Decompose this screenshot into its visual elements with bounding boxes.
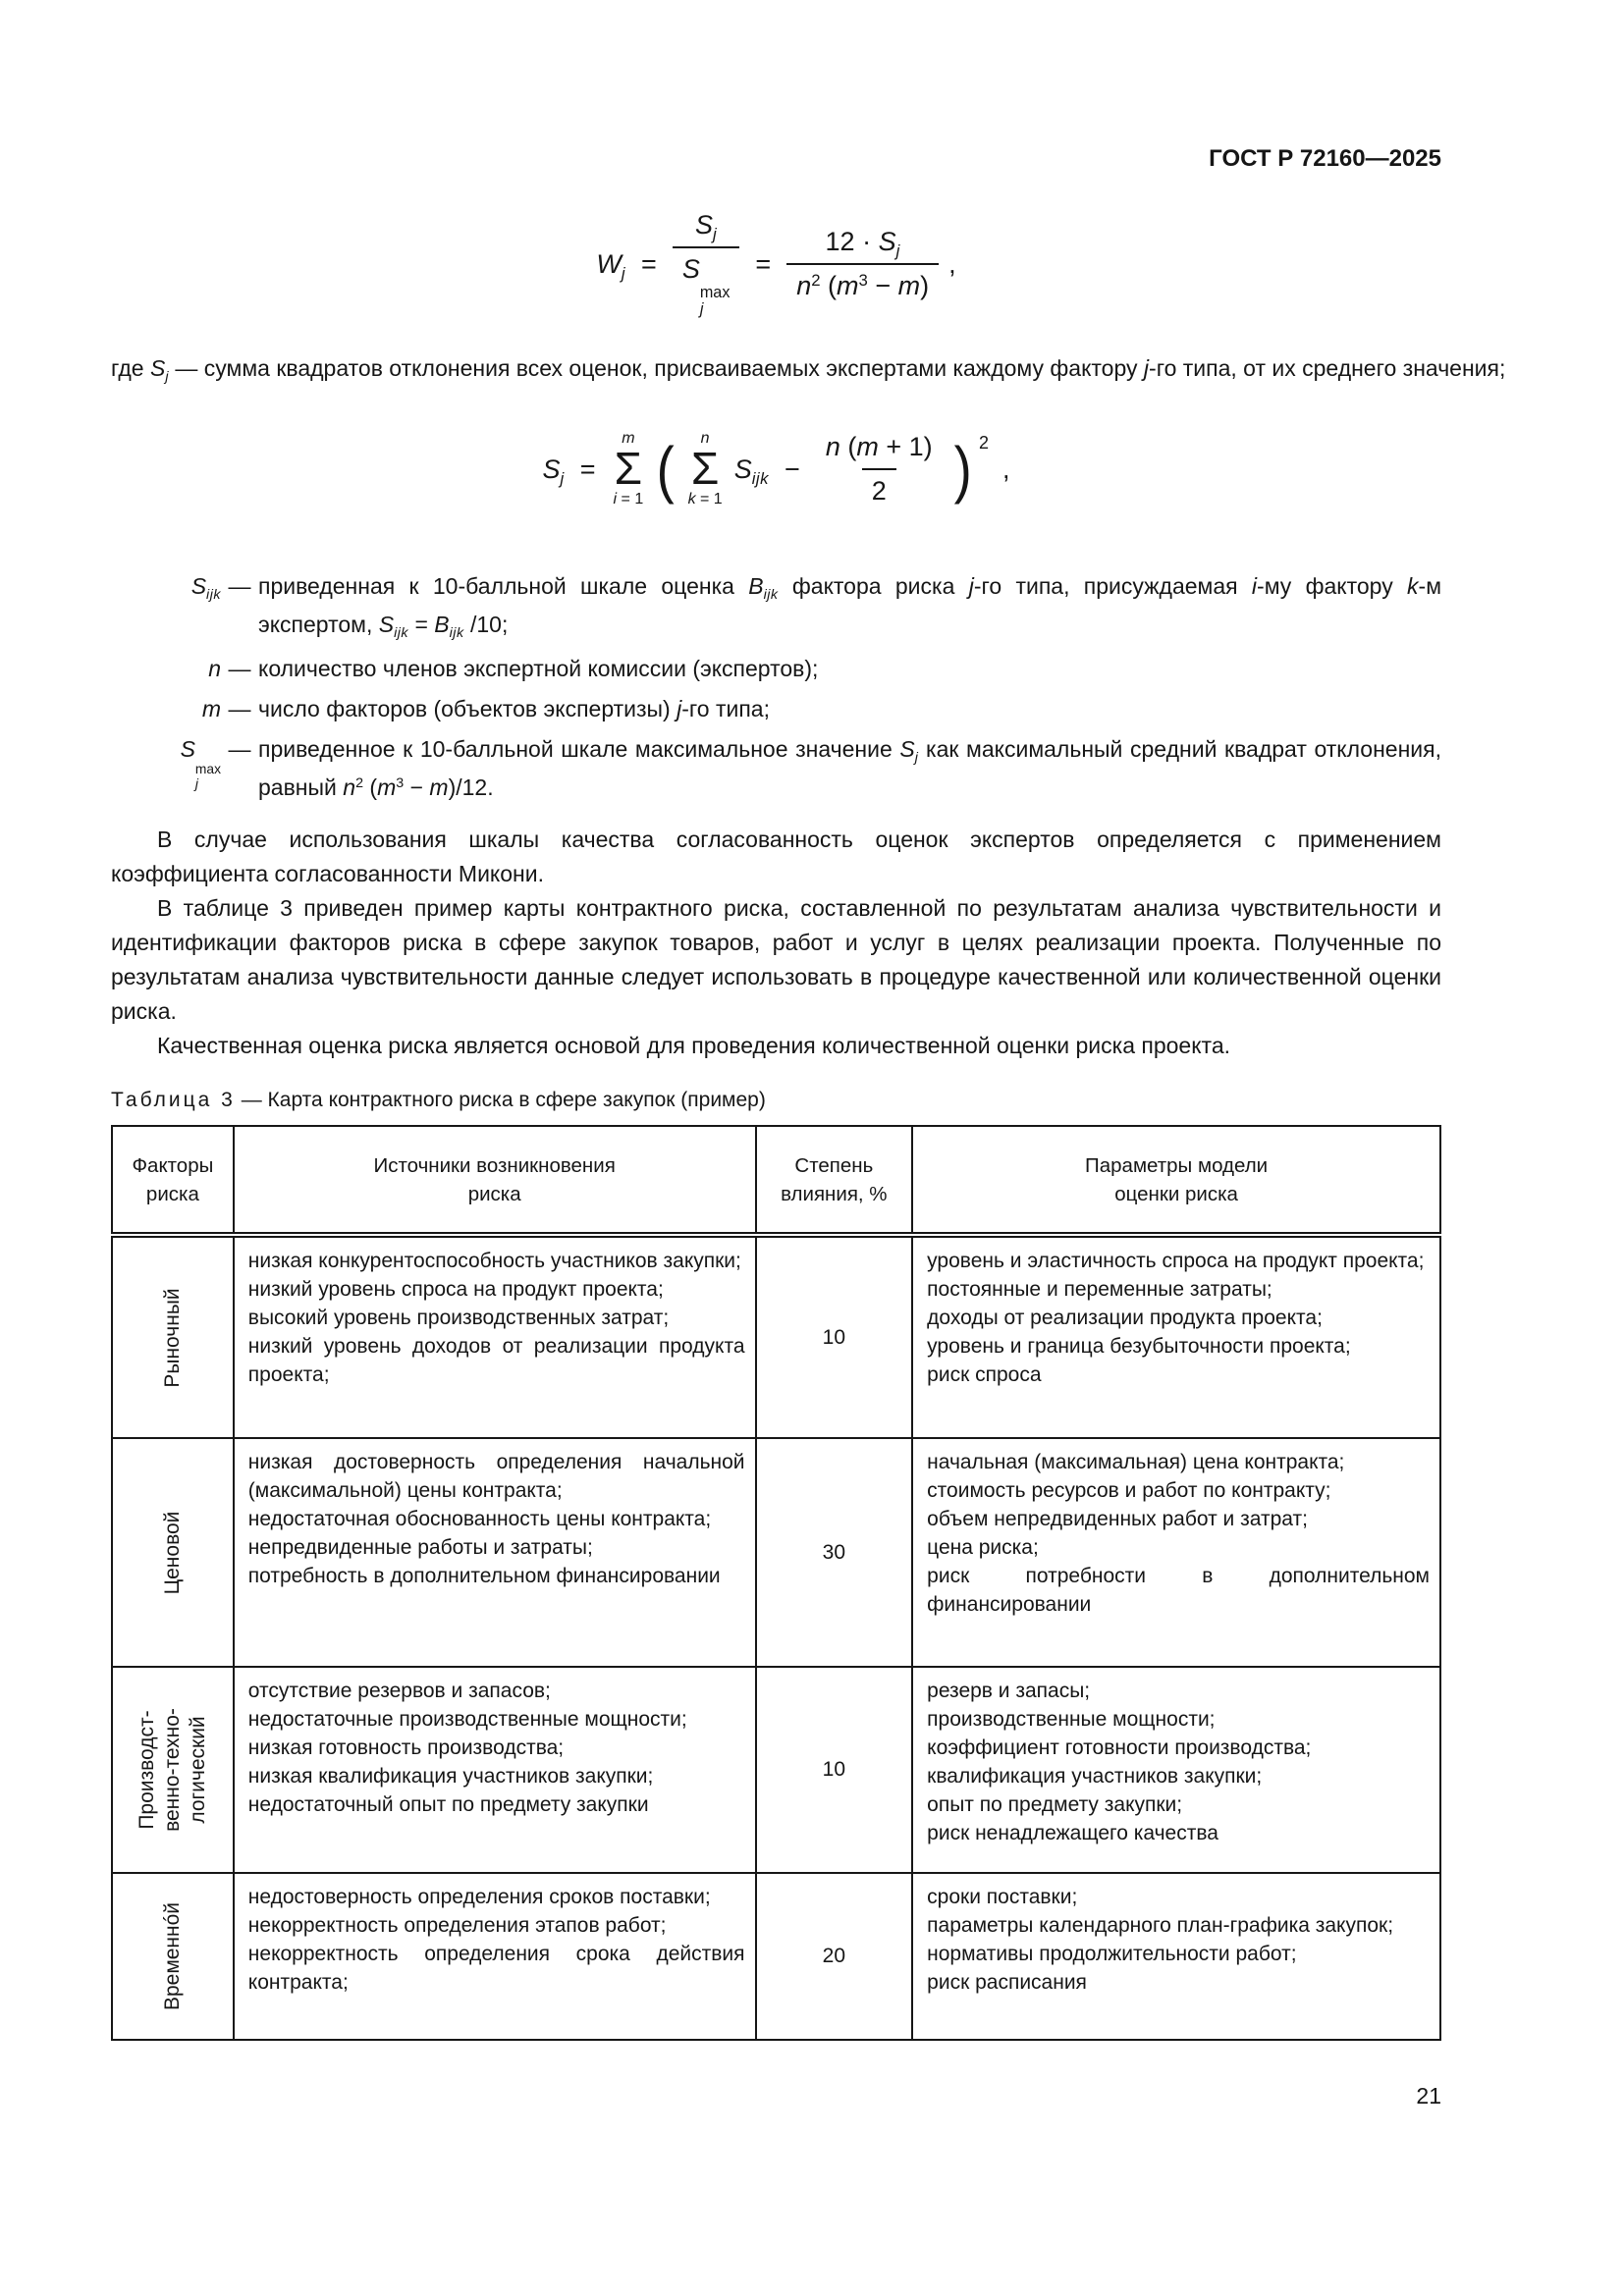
body-paragraph: Качественная оценка риска является основой для проведения количественной оценки риска проекта. — [157, 1033, 1231, 1058]
standard-code-header: ГОСТ Р 72160—2025 — [1209, 145, 1441, 172]
equals-sign: = — [579, 454, 596, 484]
lower-content — [111, 823, 1441, 2041]
table-row-production — [112, 1667, 1440, 1873]
comma: , — [948, 248, 956, 279]
power-exponent: 2 — [978, 432, 989, 453]
header-cell-factors: Факторы риска — [112, 1126, 234, 1235]
factor-cell: Ценовой — [112, 1438, 234, 1667]
page-number: 21 — [1416, 2083, 1441, 2109]
sigma-icon: Σ — [614, 443, 643, 495]
definitions-list — [111, 569, 1441, 815]
sum-argument: $S_{ijk}$ — [733, 454, 770, 489]
sources-cell: недостоверность определения сроков поставки; некорректность определения этапов работ; некорректность определения срока действия контракта; — [234, 1873, 756, 2040]
params-cell: сроки поставки; параметры календарного план-графика закупок; нормативы продолжительности работ; риск расписания — [912, 1873, 1440, 2040]
factor-cell: Временнóй — [112, 1873, 234, 2040]
sigma-icon: Σ — [690, 443, 720, 495]
risk-table — [111, 1125, 1441, 2041]
formula-lhs: $W_j$ — [596, 248, 626, 283]
minus-sign: − — [785, 454, 800, 484]
outer-sum: m Σ i = 1 — [613, 430, 644, 508]
sources-cell: низкая достоверность определения начальной (максимальной) цены контракта; недостаточная обоснованность цены контракта; непредвиденные работы и затраты; потребность в дополнительном финансировании — [234, 1438, 756, 1667]
sources-cell: низкая конкурентоспособность участников закупки; низкий уровень спроса на продукт проекта; высокий уровень производственных затрат; низкий уровень доходов от реализации продукта проекта; — [234, 1235, 756, 1438]
definition-item: n — количество членов экспертной комиссии (экспертов); — [111, 652, 1441, 686]
fraction-12sj: $\frac{12 \cdot S_j}{n^2 (m^3 - m)}$ — [786, 225, 939, 303]
factor-cell: Производст- венно-техно- логический — [112, 1667, 234, 1873]
sources-cell: отсутствие резервов и запасов; недостаточные производственные мощности; низкая готовность производства; низкая квалификация участников закупки; недостаточный опыт по предмету закупки — [234, 1667, 756, 1873]
influence-cell: 30 — [756, 1438, 913, 1667]
body-paragraph: В случае использования шкалы качества согласованность оценок экспертов определяется с применением коэффициента согласованности Микони. — [111, 827, 1441, 886]
params-cell: уровень и эластичность спроса на продукт проекта; постоянные и переменные затраты; доходы от реализации продукта проекта; уровень и граница безубыточности проекта; риск спроса — [912, 1235, 1440, 1438]
params-cell: начальная (максимальная) цена контракта; стоимость ресурсов и работ по контракту; объем непредвиденных работ и затрат; цена риска; риск потребности в дополнительном финансировании — [912, 1438, 1440, 1667]
table-row-time — [112, 1873, 1440, 2040]
influence-cell: 10 — [756, 1235, 913, 1438]
equals-sign: = — [641, 248, 657, 279]
formula-wj — [111, 208, 1441, 320]
equals-sign: = — [755, 248, 772, 279]
definition-item: S max j — приведенное к 10-балльной шкале максимальное значение $S_j$ как максимальный средний квадрат отклонения, равный $n^2$ $(m^3 - m)/12$. — [111, 732, 1441, 809]
factor-cell: Рыночный — [112, 1235, 234, 1438]
comma: , — [1001, 454, 1010, 484]
formula-sj: $S_j$ = m Σ i = 1 ( n Σ k = 1 $S_{ijk}$ − $\frac{n (m + 1)}{2}$ ) 2 , — [542, 430, 1010, 508]
table-caption-text: — Карта контрактного риска в сфере закупок (пример) — [241, 1089, 766, 1111]
table-caption — [111, 1089, 1441, 1112]
definition-dash: — — [228, 736, 251, 762]
table-row-price — [112, 1438, 1440, 1667]
table-caption-label: Таблица 3 — [111, 1089, 236, 1111]
definition-dash: — — [228, 656, 251, 681]
definition-item: m — число факторов (объектов экспертизы) j-го типа; — [111, 692, 1441, 726]
definition-dash: — — [228, 696, 251, 721]
header-cell-params: Параметры модели оценки риска — [912, 1126, 1440, 1235]
table-header-row — [112, 1126, 1440, 1235]
params-cell: резерв и запасы; производственные мощности; коэффициент готовности производства; квалификация участников закупки; опыт по предмету закупки; риск ненадлежащего качества — [912, 1667, 1440, 1873]
body-paragraph: В таблице 3 приведен пример карты контрактного риска, составленной по результатам анализа чувствительности и идентификации факторов риска в сфере закупок товаров, работ и услуг в целях реализации проекта. Полученные по результатам анализа чувствительности данные следует использовать в процедуре качественной или количественной оценки риска. — [111, 895, 1441, 1024]
inner-sum: n Σ k = 1 — [687, 430, 723, 508]
header-cell-influence: Степень влияния, % — [756, 1126, 913, 1235]
where-paragraph: где $S_j$ — сумма квадратов отклонения всех оценок, присваиваемых экспертами каждому фактору j-го типа, от их среднего значения; — [111, 355, 1506, 386]
definition-item: $S_{ijk}$ — приведенная к 10-балльной шкале оценка $B_{ijk}$ фактора риска j-го типа, присуждаемая i-му фактору k-м экспертом, $S_{ijk} = B_{ijk}$ /10; — [111, 569, 1441, 646]
influence-cell: 20 — [756, 1873, 913, 2040]
header-cell-sources: Источники возникновения риска — [234, 1126, 756, 1235]
fraction-nm1-over-2: $\frac{n (m + 1)}{2}$ — [816, 430, 943, 508]
formula-lhs: $S_j$ — [542, 454, 565, 489]
influence-cell: 10 — [756, 1667, 913, 1873]
fraction-sj-over-sjmax: $S_j$ S max j — [673, 208, 740, 320]
table-row-market — [112, 1235, 1440, 1438]
definition-dash: — — [228, 573, 251, 599]
